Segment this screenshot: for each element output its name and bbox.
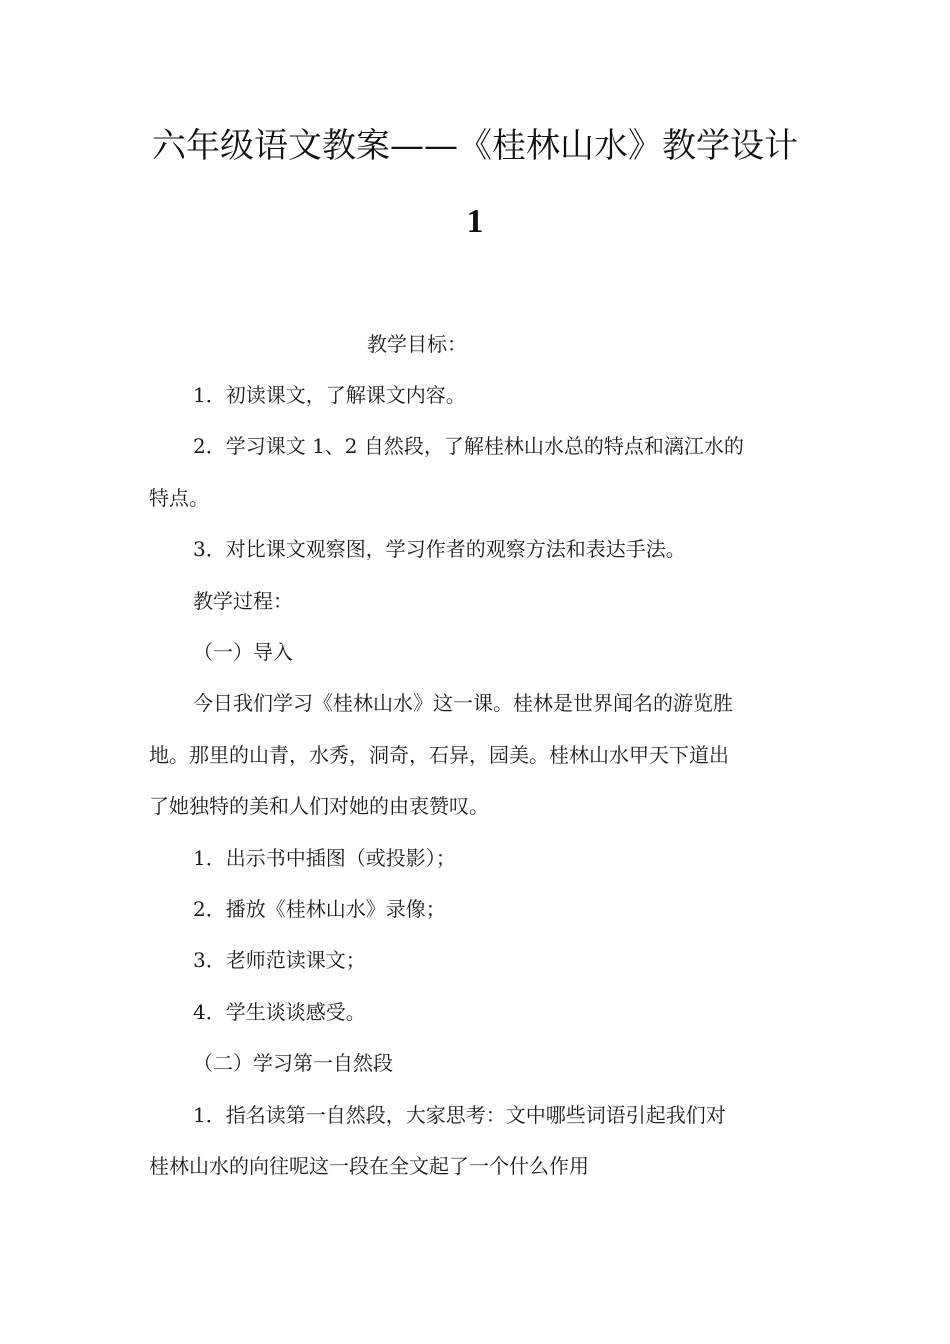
section-heading: （二）学习第一自然段: [193, 1051, 393, 1075]
objective-item: 3．对比课文观察图，学习作者的观察方法和表达手法。: [193, 537, 686, 561]
objective-item-continuation: 特点。: [149, 486, 209, 510]
document-title-number: 1: [466, 203, 484, 240]
section2-paragraph-line: 桂林山水的向往呢这一段在全文起了一个什么作用: [149, 1154, 589, 1178]
step-item: 3．老师范读课文；: [193, 948, 366, 972]
process-heading: 教学过程：: [193, 589, 293, 613]
objective-item: 2．学习课文 1、2 自然段，了解桂林山水总的特点和漓江水的: [193, 434, 744, 458]
intro-paragraph-line: 了她独特的美和人们对她的由衷赞叹。: [149, 794, 489, 818]
document-title: 六年级语文教案——《桂林山水》教学设计: [152, 126, 798, 166]
objective-item: 1．初读课文，了解课文内容。: [193, 383, 466, 407]
step-item: 2．播放《桂林山水》录像；: [193, 897, 446, 921]
step-item: 1．出示书中插图（或投影）；: [193, 846, 456, 870]
step-item: 4．学生谈谈感受。: [193, 1000, 366, 1024]
section2-paragraph-line: 1．指名读第一自然段，大家思考：文中哪些词语引起我们对: [193, 1103, 726, 1127]
section-heading: （一）导入: [193, 640, 293, 664]
intro-paragraph-line: 地。那里的山青，水秀，洞奇，石异，园美。桂林山水甲天下道出: [149, 743, 729, 767]
intro-paragraph-line: 今日我们学习《桂林山水》这一课。桂林是世界闻名的游览胜: [193, 691, 733, 715]
objectives-heading: 教学目标：: [367, 332, 467, 356]
